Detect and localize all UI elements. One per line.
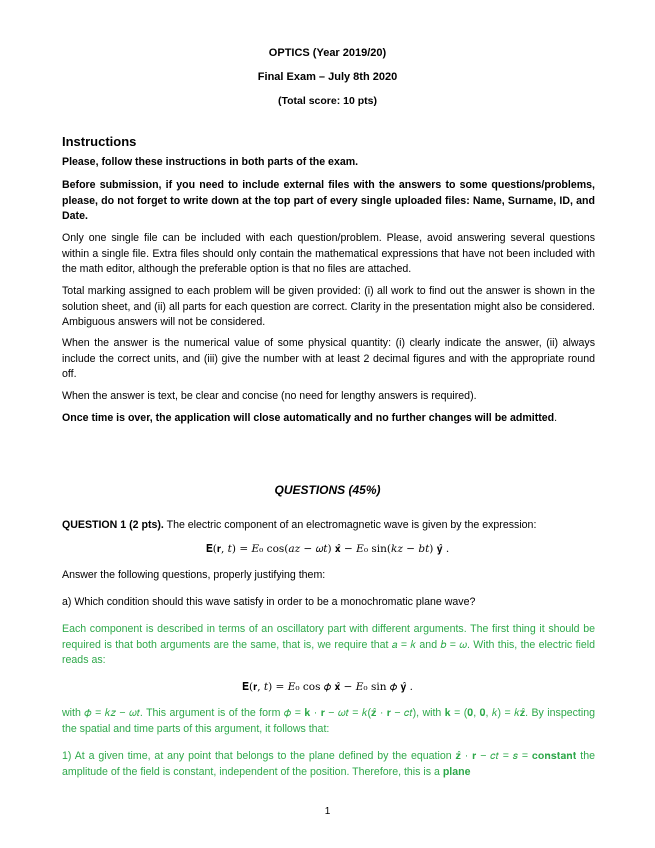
- instruction-paragraph-6: When the answer is text, be clear and concise (no need for lengthy answers is required).: [62, 390, 477, 402]
- page-number: 1: [324, 806, 331, 817]
- question-1a: a) Which condition should this wave satisfy in order to be a monochromatic plane wave?: [62, 596, 476, 608]
- instruction-paragraph-2: Before submission, if you need to include external files with the answers to some questions/problems, please, do not forget to write down at the top part of every single uploaded files: Name, Surname, ID, and Date.: [62, 179, 595, 223]
- answer-paragraph-3-text: 1) At a given time, at any point that belongs to the plane defined by the equation 𝐳̂ · 𝐫 − 𝑐𝑡 = 𝑠 = 𝐜𝐨𝐧𝐬𝐭𝐚𝐧𝐭 the amplitude of the field is constant, independent of the position. Therefore, this is a: [62, 750, 595, 778]
- question-1-equation: 𝐄(𝐫, 𝑡) = 𝐸₀ cos(𝑎𝑧 − 𝜔𝑡) 𝐱̂ − 𝐸₀ sin(𝑘𝑧 − 𝑏𝑡) 𝐲̂ .: [205, 543, 450, 555]
- instruction-paragraph-3: Only one single file can be included with each question/problem. Please, avoid answering several questions within a single file. Extra files should only contain the mathematical expressions that have not been included with the math editor, although the preferable option is that no files are attached.: [62, 232, 595, 276]
- instruction-paragraph-7: [62, 411, 595, 427]
- answer-equation: 𝐄(𝐫, 𝑡) = 𝐸₀ cos 𝜙 𝐱̂ − 𝐸₀ sin 𝜙 𝐲̂ .: [242, 681, 413, 693]
- questions-heading: QUESTIONS (45%): [274, 483, 381, 497]
- answer-paragraph-3: [62, 749, 595, 780]
- question-1-text: The electric component of an electromagnetic wave is given by the expression:: [163, 519, 537, 531]
- instructions-heading: Instructions: [62, 134, 137, 149]
- instruction-paragraph-4: Total marking assigned to each problem will be given provided: (i) all work to find out the answer is shown in the solution sheet, and (ii) all parts for each question are correct. Clarity in the presentation might also be considered. Ambiguous answers will not be considered.: [62, 285, 595, 329]
- answer-plane-word: plane: [442, 765, 471, 778]
- instruction-paragraph-5: When the answer is the numerical value of some physical quantity: (i) clearly indicate the answer, (ii) always include the correct units, and (iii) give the number with at least 2 decimal figures and with the appropriate round off.: [62, 337, 595, 381]
- exam-subtitle: Final Exam – July 8th 2020: [257, 71, 398, 83]
- answer-paragraph-2: with 𝜙 = 𝑘𝑧 − 𝜔𝑡. This argument is of the form 𝜙 = 𝐤 · 𝐫 − 𝜔𝑡 = 𝑘(𝐳̂ · 𝐫 − 𝑐𝑡), with 𝐤 = (𝟎, 𝟎, 𝑘) = 𝑘𝐳̂. By inspecting the spatial and time parts of this argument, it follows that:: [62, 707, 595, 735]
- question-1-statement: [62, 518, 595, 534]
- closing-period: .: [554, 412, 558, 424]
- question-1-prompt: Answer the following questions, properly justifying them:: [62, 569, 326, 581]
- closing-warning: Once time is over, the application will close automatically and no further changes will be admitted: [62, 412, 555, 424]
- question-1-label: QUESTION 1 (2 pts).: [62, 519, 164, 531]
- answer-paragraph-1: Each component is described in terms of an oscillatory part with different arguments. The first thing it should be required is that both arguments are the same, that is, we require that 𝑎 = 𝑘 and 𝑏 = 𝜔. With this, the electric field reads as:: [62, 623, 595, 667]
- exam-title: OPTICS (Year 2019/20): [268, 47, 387, 59]
- total-score: (Total score: 10 pts): [278, 95, 377, 107]
- instruction-paragraph-1: Please, follow these instructions in both parts of the exam.: [62, 156, 359, 168]
